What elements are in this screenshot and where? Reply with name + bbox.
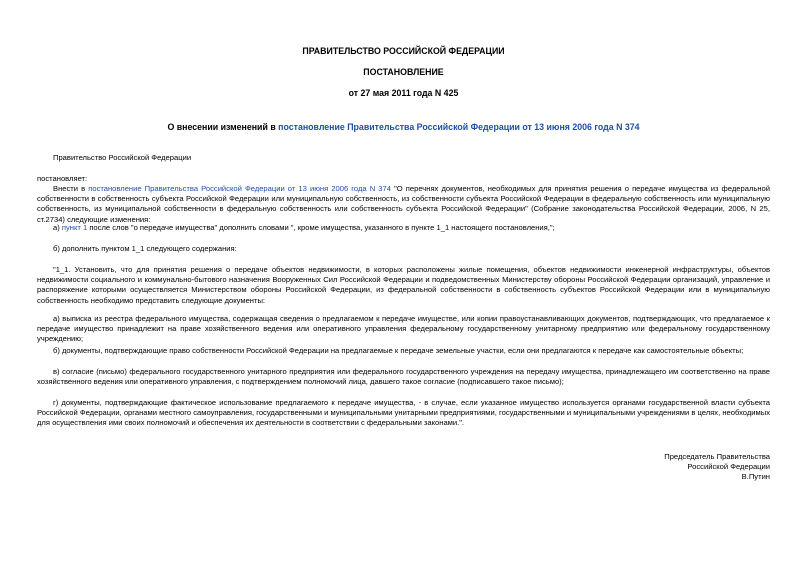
- signature-block: [664, 452, 770, 483]
- government-heading: ПРАВИТЕЛЬСТВО РОССИЙСКОЙ ФЕДЕРАЦИИ: [302, 46, 505, 56]
- sub-b-paragraph: б) документы, подтверждающие право собственности Российской Федерации на предлагаемые к передаче земельные участки, если они предлагаются к передаче как самостоятельные объекты;: [53, 346, 744, 355]
- doc-type-heading: ПОСТАНОВЛЕНИЕ: [363, 67, 444, 77]
- signature-position-line1: Председатель Правительства: [664, 452, 770, 461]
- intro-prefix: Внести в: [53, 184, 89, 193]
- signature-position-line2: Российской Федерации: [687, 462, 770, 472]
- intro-paragraph: [37, 184, 770, 225]
- title-link[interactable]: постановление Правительства Российской Федерации от 13 июня 2006 года N 374: [278, 122, 640, 132]
- item-b-paragraph: б) дополнить пунктом 1_1 следующего содержания:: [53, 244, 237, 253]
- issuer-line: Правительство Российской Федерации: [53, 153, 192, 162]
- item-a-rest: после слов "о передаче имущества" дополнить словами ", кроме имущества, указанного в пункте 1_1 настоящего постановления,";: [87, 223, 555, 232]
- intro-link[interactable]: постановление Правительства Российской Федерации от 13 июня 2006 года N 374: [88, 184, 391, 193]
- decrees-line: постановляет:: [37, 174, 88, 183]
- clause-1-1-paragraph: "1_1. Установить, что для принятия решения о передаче объектов недвижимости, в которых расположены жилые помещения, объектов недвижимости инженерной инфраструктуры, объектов недвижимости социального и коммунально-бытового назначения Вооруженных Сил Российской Федерации и подведомственных Министерству обороны Российской Федерации организаций, управление и распоряжение которыми осуществляется Министерством обороны Российской Федерации, из федеральной собственности в собственность субъектов Российской Федерации или в муниципальную собственность необходимо представить следующие документы:: [37, 265, 770, 305]
- title-prefix: О внесении изменений в: [167, 122, 279, 132]
- sub-d-paragraph: г) документы, подтверждающие фактическое использование предлагаемого к передаче имущества, - в случае, если указанное имущество используется органами государственной власти субъекта Российской Федерации, органами местного самоуправления, государственными и муниципальными унитарными предприятиями, государственными и муниципальными учреждениями в целях, необходимых для осуществления ими своих полномочий и обеспечения их деятельности в соответствии с федеральными законами.".: [37, 398, 770, 428]
- document-title: [37, 122, 770, 132]
- sub-c-paragraph: в) согласие (письмо) федерального государственного унитарного предприятия или федерального государственного учреждения на передачу имущества, принадлежащего им соответственно на праве хозяйственного ведения или оперативного управления, с подтверждением полномочий лица, давшего такое согласие (подписавшего такое письмо);: [37, 367, 770, 387]
- item-a-prefix: а): [53, 223, 62, 232]
- signature-name: В.Путин: [741, 472, 770, 482]
- sub-a-paragraph: а) выписка из реестра федерального имущества, содержащая сведения о предлагаемом к передаче имуществе, или копии правоустанавливающих документов, подтверждающих, что предлагаемое к передаче имущество принадлежит на праве хозяйственного ведения или оперативного управления федеральному государственному унитарному предприятию или федеральному государственному учреждению;: [37, 314, 770, 344]
- item-a-paragraph: [37, 223, 770, 233]
- item-a-link[interactable]: пункт 1: [61, 223, 88, 232]
- date-number-heading: от 27 мая 2011 года N 425: [348, 88, 459, 98]
- intro-rest: "О перечнях документов, необходимых для принятия решения о передаче имущества из федеральной собственности в собственность субъекта Российской Федерации или муниципальную собственность, из собственности субъекта Российской Федерации в федеральную собственность или муниципальную собственность, из муниципальной собственности в федеральную собственность или собственность субъекта Российской Федерации" (Собрание законодательства Российской Федерации, 2006, N 25, ст.2734) следующие изменения:: [37, 184, 770, 224]
